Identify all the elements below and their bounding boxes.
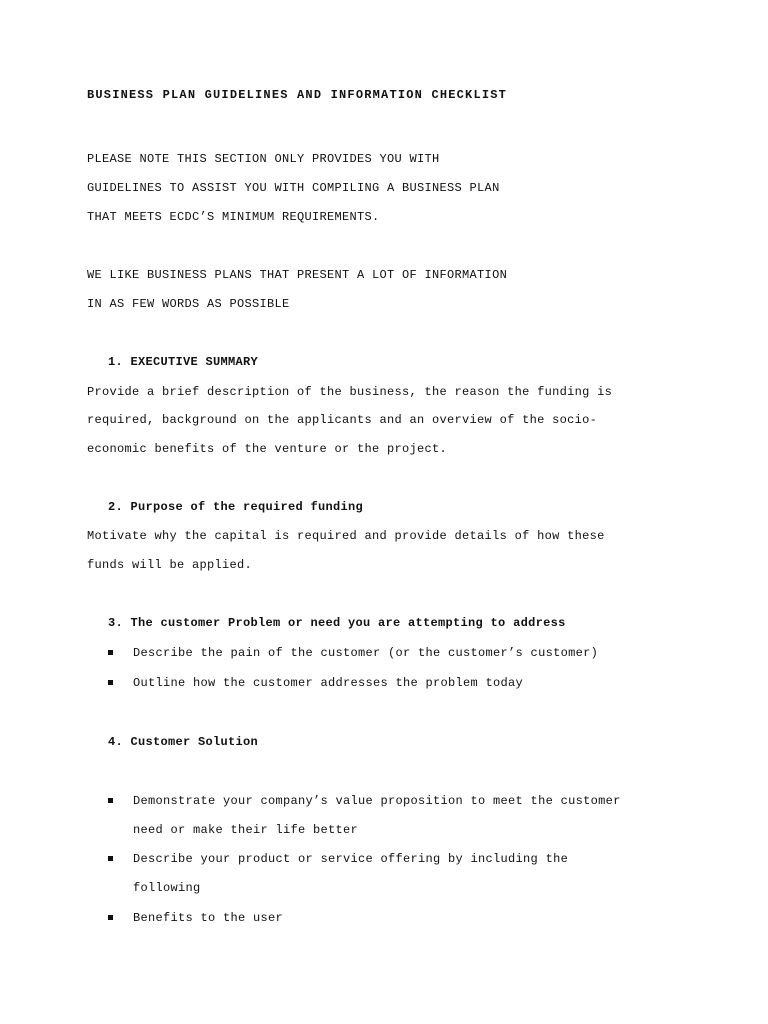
bullet-item: Benefits to the user: [133, 911, 284, 925]
bullet-item-continuation: need or make their life better: [133, 823, 359, 837]
section-body-line: funds will be applied.: [87, 558, 253, 572]
section-heading-customer-problem: 3. The customer Problem or need you are attempting to address: [108, 616, 566, 630]
note-line: THAT MEETS ECDC’S MINIMUM REQUIREMENTS.: [87, 210, 380, 224]
section-heading-customer-solution: 4. Customer Solution: [108, 735, 259, 749]
bullet-item: Describe your product or service offering by including the: [133, 852, 569, 866]
bullet-icon: [108, 798, 113, 803]
bullet-icon: [108, 680, 113, 685]
section-body-line: required, background on the applicants and an overview of the socio-: [87, 413, 598, 427]
bullet-item: Describe the pain of the customer (or the customer’s customer): [133, 646, 599, 660]
bullet-icon: [108, 915, 113, 920]
section-body-line: Motivate why the capital is required and provide details of how these: [87, 529, 605, 543]
section-heading-executive-summary: 1. EXECUTIVE SUMMARY: [108, 355, 259, 369]
section-body-line: economic benefits of the venture or the project.: [87, 442, 448, 456]
bullet-item-continuation: following: [133, 881, 201, 895]
bullet-icon: [108, 650, 113, 655]
note-line: GUIDELINES TO ASSIST YOU WITH COMPILING A BUSINESS PLAN: [87, 181, 500, 195]
like-line: IN AS FEW WORDS AS POSSIBLE: [87, 297, 290, 311]
like-line: WE LIKE BUSINESS PLANS THAT PRESENT A LOT OF INFORMATION: [87, 268, 508, 282]
section-heading-purpose-of-funding: 2. Purpose of the required funding: [108, 500, 364, 514]
section-body-line: Provide a brief description of the business, the reason the funding is: [87, 385, 613, 399]
bullet-icon: [108, 856, 113, 861]
document-title: BUSINESS PLAN GUIDELINES AND INFORMATION CHECKLIST: [87, 88, 508, 102]
bullet-item: Outline how the customer addresses the problem today: [133, 676, 524, 690]
bullet-item: Demonstrate your company’s value proposition to meet the customer: [133, 794, 621, 808]
note-line: PLEASE NOTE THIS SECTION ONLY PROVIDES YOU WITH: [87, 152, 440, 166]
